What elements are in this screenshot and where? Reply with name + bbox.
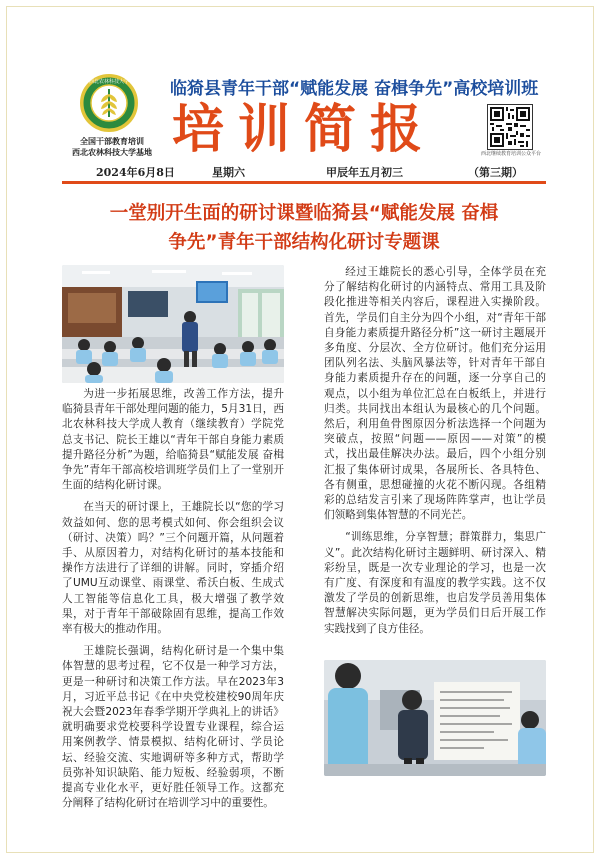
logo-ring-text: 西北农林科技大学 (88, 79, 130, 85)
header-rule (62, 181, 546, 184)
group-discussion-photo (324, 660, 546, 776)
paragraph: 为进一步拓展思维，改善工作方法，提升临猗县青年干部处理问题的能力，5月31日，西北农林科技大学成人教育（继续教育）学院党总支书记、院长王雄以“青年干部自身能力素质提升路径分析”为题，给临猗县“赋能发展 奋楫争先”青年干部高校培训班学员们上了一堂别开生面的结构化研讨课。 (62, 388, 284, 492)
base-text-line2: 西北农林科技大学基地 (72, 148, 152, 157)
headline-line2: 争先”青年干部结构化研讨专题课 (168, 232, 440, 253)
lecture-photo (62, 265, 284, 383)
qr-caption: 西北继续教育培训公众平台 (480, 151, 541, 157)
issue-weekday: 星期六 (212, 166, 245, 179)
issue-date: 2024年6月8日 (96, 166, 175, 179)
paragraph: 在当天的研讨课上，王雄院长以“您的学习效益如何、您的思考模式如何、你会组织会议（研讨、决策）吗？”三个问题开篇，从问题着手、从原因着力，对结构化研讨的基本技能和操作方法进行了详细的讲解。同时，穿插介绍了UMU互动课堂、雨课堂、希沃白板、生成式人工智能等信息化工具，极大增强了教学效果，对于青年干部破除固有思维，提高工作效率有极大的推动作用。 (62, 501, 284, 636)
article-left-column (62, 387, 284, 811)
paragraph: “训练思维，分享智慧；群策群力，集思广义”。此次结构化研讨主题鲜明、研讨深入、精彩纷呈，既是一次专业理论的学习，也是一次有广度、有深度和有温度的教学实践。这不仅激发了学员的创新思维，也启发学员善用集体智慧解决实际问题，更为学员们日后开展工作实践找到了良方佳径。 (324, 531, 546, 635)
paragraph: 经过王雄院长的悉心引导，全体学员在充分了解结构化研讨的内涵特点、常用工具及阶段化推进等相关内容后，课程进入实操阶段。首先，学员们自主分为四个小组，对“青年干部自身能力素质提升路径分析”这一研讨主题展开多角度、分层次、全方位研讨。他们充分运用团队列名法、头脑风暴法等，针对青年干部自身能力素质提升存在的问题，逐一分享自己的观点，以小组为单位汇总在白板纸上，并进行归类。共同找出本组认为最核心的几个问题。然后，利用鱼骨图原因分析法选择一个问题为突破点，按照“问题——原因——对策”的模式，找出最佳解决办法。最后，四个小组分别汇报了集体研讨成果，各展所长、各具特色、各有侧重，思想碰撞的火花不断闪现。各组精彩的总结发言引来了现场阵阵掌声，也让学员们领略到集体智慧的不同光芒。 (324, 266, 546, 522)
paragraph: 王雄院长强调，结构化研讨是一个集中集体智慧的思考过程，它不仅是一种学习方法，更是一种研讨和决策工作方法。早在2023年3月，习近平总书记《在中央党校建校90周年庆祝大会暨2023年春季学期开学典礼上的讲话》就明确要求党校要科学设置专业课程，综合运用案例教学、情景模拟、结构化研讨、学员论坛、经验交流、实地调研等多种方式，帮助学员弥补知识缺陷、能力短板、经验弱项，不断提高专业化水平，更好胜任领导工作。这都充分阐释了结构化研讨在培训学习中的重要性。 (62, 645, 284, 810)
headline-line1: 一堂别开生面的研讨课暨临猗县“赋能发展 奋楫 (109, 203, 499, 224)
qr-code[interactable] (487, 104, 533, 150)
article-right-column (324, 265, 546, 637)
base-text-line1: 全国干部教育培训 (80, 137, 144, 146)
masthead-title: 培训简报 (172, 99, 437, 160)
issue-number: （第三期） (468, 166, 523, 179)
class-title: 临猗县青年干部“赋能发展 奋楫争先”高校培训班 (170, 79, 539, 99)
university-logo (80, 74, 138, 132)
issue-lunar-date: 甲辰年五月初三 (326, 166, 403, 179)
